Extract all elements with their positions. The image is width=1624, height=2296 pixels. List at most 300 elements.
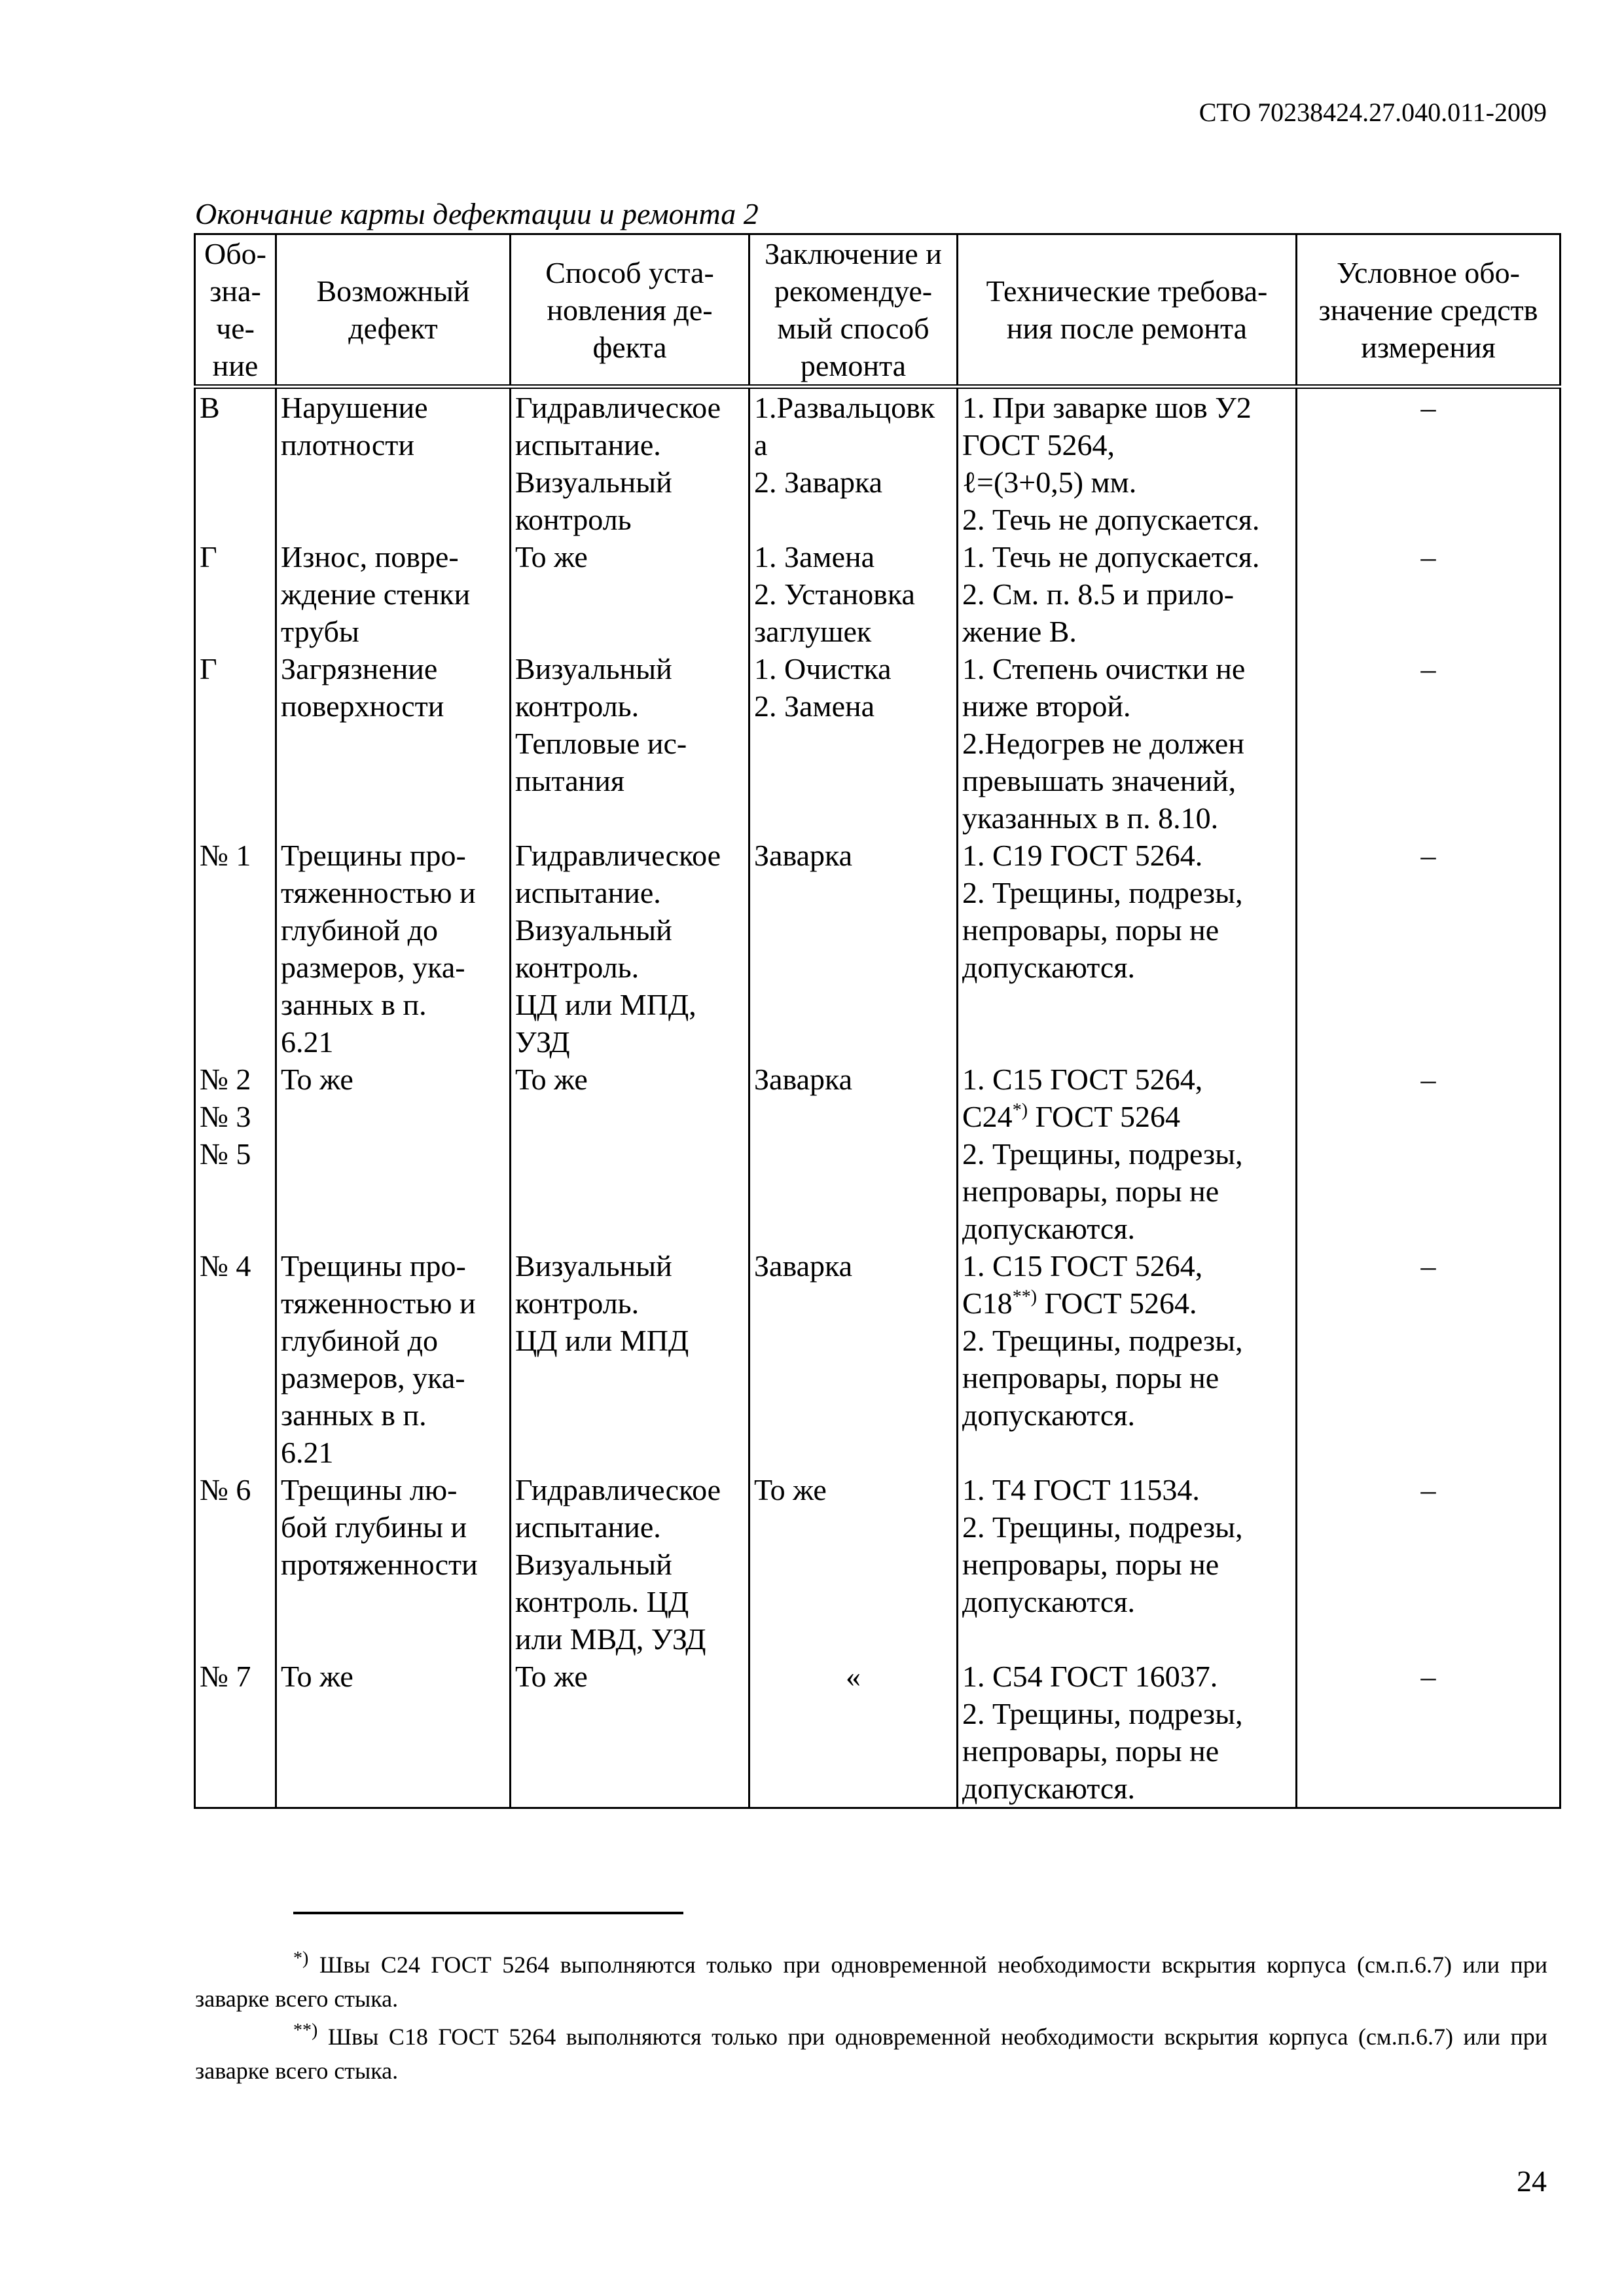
cell-line [281,687,505,725]
cell-line [515,725,744,762]
cell-text: 2. Трещины, подрезы, [962,1510,1243,1544]
cell-text: С18 [962,1286,1013,1320]
cell-line [515,389,744,426]
cell-line [515,538,744,575]
cell-line [515,1322,744,1359]
cell-text: ГОСТ 5264, [962,428,1115,462]
cell-text: С24 [962,1100,1013,1133]
cell-line [281,986,505,1023]
cell-line [281,1471,505,1508]
cell-text: размеров, ука- [281,951,465,984]
cell-defect [276,538,511,650]
cell-line [515,464,744,501]
cell-line [200,1471,271,1508]
cell-text: контроль. [515,1286,640,1320]
cell-line [281,389,505,426]
cell-text: Трещины про- [281,1249,466,1283]
cell-defect [276,1658,511,1808]
cell-text: Заварка [754,839,853,872]
cell-line [962,1695,1291,1732]
cell-measure: – [1297,387,1561,539]
footnote-text: Швы С24 ГОСТ 5264 выполняются только при одновременной необходимости вскрытия корпуса (см.п.6.7) или при заварке всего стыка. [195,1952,1548,2012]
cell-line [754,837,952,874]
cell-line [515,986,744,1023]
cell-line [962,1359,1291,1396]
cell-line [200,389,271,426]
cell-method [511,1471,749,1658]
cell-line [962,1508,1291,1546]
table-row [195,1471,1561,1658]
header-line: Условное обо- [1337,255,1520,289]
cell-line [515,1620,744,1658]
header-line: дефект [348,312,438,345]
cell-measure: – [1297,538,1561,650]
cell-text: № 4 [200,1249,251,1283]
cell-text: указанных в п. 8.10. [962,801,1219,835]
header-repair [749,234,958,387]
cell-line [281,911,505,949]
cell-line [200,538,271,575]
cell-line [962,1322,1291,1359]
document-code: СТО 70238424.27.040.011-2009 [1199,98,1547,127]
header-measure [1297,234,1561,387]
cell-repair [749,1658,958,1808]
cell-line [200,1135,271,1173]
cell-defect [276,1471,511,1658]
cell-line [754,613,952,650]
cell-line [962,1061,1291,1098]
cell-text: То же [515,540,588,574]
cell-line [281,538,505,575]
cell-line [200,1247,271,1285]
cell-text: Трещины про- [281,839,466,872]
cell-requirements [958,1247,1297,1471]
cell-line [281,575,505,613]
table-row [195,837,1561,1061]
footnote-ref: *) [1012,1100,1028,1121]
cell-line [281,1023,505,1061]
cell-text: превышать значений, [962,764,1236,797]
cell-text: Загрязнение [281,652,438,685]
cell-line [962,1210,1291,1247]
cell-line [962,1173,1291,1210]
cell-text: непровары, поры не [962,1175,1219,1208]
cell-line [962,1098,1291,1135]
cell-line [754,1061,952,1098]
cell-line [281,1285,505,1322]
cell-line [754,687,952,725]
cell-repair [749,1471,958,1658]
cell-text: непровары, поры не [962,1734,1219,1768]
cell-text: а [754,428,768,462]
header-line: фекта [592,330,667,364]
cell-text: 1. При заварке шов У2 [962,391,1252,424]
cell-text: Заварка [754,1249,853,1283]
cell-line [962,426,1291,464]
cell-measure: – [1297,837,1561,1061]
table-row [195,1658,1561,1808]
header-line: зна- [209,274,261,308]
cell-text: Г [200,540,217,574]
header-line: значение средств [1318,293,1538,327]
cell-text: 2. Замена [754,689,875,723]
cell-text: 2. Установка [754,577,915,611]
cell-text: непровары, поры не [962,1548,1219,1581]
footnote-mark: **) [293,2020,318,2041]
cell-method [511,1061,749,1247]
cell-line [200,837,271,874]
cell-text: 1. Очистка [754,652,892,685]
cell-text: глубиной до [281,1324,439,1357]
cell-method [511,1247,749,1471]
cell-text: № 2 [200,1063,251,1096]
cell-measure: – [1297,1061,1561,1247]
cell-line [962,1247,1291,1285]
cell-text: допускаются. [962,1212,1136,1245]
header-requirements [958,234,1297,387]
cell-defect [276,650,511,837]
table-row [195,1061,1561,1247]
cell-line [281,1434,505,1471]
cell-line [515,1285,744,1322]
cell-text: плотности [281,428,414,462]
cell-text: пытания [515,764,624,797]
header-line: измерения [1361,330,1496,364]
cell-line [962,837,1291,874]
footnote-text: Швы С18 ГОСТ 5264 выполняются только при одновременной необходимости вскрытия корпуса (см.п.6.7) или при заварке всего стыка. [195,2024,1548,2084]
footnote-separator [293,1912,683,1914]
table-row [195,538,1561,650]
cell-line [962,1658,1291,1695]
cell-text: Г [200,652,217,685]
header-line: Возможный [316,274,470,308]
cell-text: № 6 [200,1473,251,1506]
cell-line [515,1247,744,1285]
header-code [195,234,276,387]
cell-text: 1. Степень очистки не [962,652,1246,685]
table-caption: Окончание карты дефектации и ремонта 2 [195,197,759,230]
cell-line [281,1247,505,1285]
header-line: че- [216,312,255,345]
cell-line [515,1061,744,1098]
cell-line [754,426,952,464]
cell-defect [276,387,511,539]
cell-text: глубиной до [281,913,439,947]
cell-text: 6.21 [281,1025,334,1059]
cell-text: испытание. [515,876,661,909]
header-line: Способ уста- [545,255,714,289]
cell-text: 1. С15 ГОСТ 5264, [962,1249,1203,1283]
cell-measure: – [1297,650,1561,837]
cell-line [962,501,1291,538]
cell-text: Тепловые ис- [515,727,687,760]
cell-line [281,1546,505,1583]
cell-line [754,1471,952,1508]
header-defect [276,234,511,387]
cell-line [754,1658,952,1695]
cell-text: допускаются. [962,1398,1136,1432]
cell-text: То же [754,1473,827,1506]
cell-line [962,464,1291,501]
cell-line [281,1322,505,1359]
cell-line [515,1546,744,1583]
cell-line [962,1770,1291,1807]
cell-line [515,426,744,464]
table-header-row [195,234,1561,387]
cell-line [962,613,1291,650]
header-line: Обо- [204,237,266,270]
cell-text: То же [281,1660,353,1693]
cell-text: № 1 [200,839,251,872]
cell-text: 2. Заварка [754,465,883,499]
cell-line [754,464,952,501]
cell-text: В [200,391,220,424]
cell-text: УЗД [515,1025,570,1059]
cell-requirements [958,1471,1297,1658]
cell-line [200,650,271,687]
cell-line [962,911,1291,949]
cell-text: непровары, поры не [962,1361,1219,1394]
cell-requirements [958,1061,1297,1247]
cell-text: ниже второй. [962,689,1131,723]
cell-text: Гидравлическое [515,839,721,872]
cell-text: Гидравлическое [515,391,721,424]
cell-text: 1. Замена [754,540,875,574]
footnote-2 [195,2020,1547,2088]
cell-text: тяженностью и [281,876,476,909]
cell-text: протяженности [281,1548,478,1581]
cell-defect [276,837,511,1061]
cell-line [754,538,952,575]
cell-text: Визуальный [515,652,672,685]
cell-code [195,387,276,539]
cell-requirements [958,538,1297,650]
cell-text: Визуальный [515,1249,672,1283]
cell-code [195,538,276,650]
cell-repair [749,1061,958,1247]
table-row [195,387,1561,539]
cell-text: контроль. [515,689,640,723]
cell-defect [276,1061,511,1247]
footnotes [195,1948,1547,2092]
cell-text: « [846,1660,861,1693]
footnote-mark: *) [293,1948,309,1969]
cell-line [515,1658,744,1695]
cell-repair [749,837,958,1061]
cell-text: Визуальный [515,913,672,947]
cell-repair [749,387,958,539]
cell-text: 1. С54 ГОСТ 16037. [962,1660,1218,1693]
cell-text: ЦД или МПД [515,1324,689,1357]
cell-measure: – [1297,1471,1561,1658]
cell-line [962,1285,1291,1322]
cell-line [515,1471,744,1508]
header-line: Технические требова- [986,274,1268,308]
cell-code [195,1658,276,1808]
cell-method [511,1658,749,1808]
cell-line [754,389,952,426]
cell-line [962,1732,1291,1770]
cell-line [962,1546,1291,1583]
cell-text: То же [515,1660,588,1693]
cell-line [281,426,505,464]
cell-line [200,1061,271,1098]
cell-line [962,575,1291,613]
cell-text: допускаются. [962,1585,1136,1618]
cell-text: контроль. ЦД [515,1585,689,1618]
table-body [195,387,1561,1808]
cell-measure: – [1297,1247,1561,1471]
cell-text: контроль. [515,951,640,984]
footnote-1 [195,1948,1547,2016]
cell-text: испытание. [515,428,661,462]
cell-line [962,389,1291,426]
cell-line [515,650,744,687]
cell-code [195,1061,276,1247]
cell-text: 1. Течь не допускается. [962,540,1260,574]
cell-method [511,837,749,1061]
header-line: мый способ [777,312,929,345]
cell-text: Визуальный [515,1548,672,1581]
cell-line [281,613,505,650]
cell-text: жение В. [962,615,1077,648]
cell-line [281,650,505,687]
cell-text: ГОСТ 5264 [1028,1100,1181,1133]
cell-repair [749,650,958,837]
cell-text: заглушек [754,615,872,648]
cell-line [962,1396,1291,1434]
cell-text: № 7 [200,1660,251,1693]
cell-defect [276,1247,511,1471]
cell-line [515,1023,744,1061]
cell-text: допускаются. [962,951,1136,984]
cell-text: Заварка [754,1063,853,1096]
cell-line [754,1247,952,1285]
table-row [195,1247,1561,1471]
cell-requirements [958,837,1297,1061]
cell-line [281,1508,505,1546]
cell-text: То же [515,1063,588,1096]
cell-line [281,1658,505,1695]
cell-repair [749,1247,958,1471]
footnote-ref: **) [1012,1286,1038,1307]
cell-method [511,538,749,650]
cell-text: Гидравлическое [515,1473,721,1506]
cell-text: контроль [515,503,632,536]
cell-text: занных в п. [281,1398,427,1432]
cell-text: тяженностью и [281,1286,476,1320]
cell-requirements [958,387,1297,539]
cell-line [515,501,744,538]
cell-text: 1. Т4 ГОСТ 11534. [962,1473,1200,1506]
cell-text: ℓ=(3+0,5) мм. [962,465,1137,499]
cell-line [200,1098,271,1135]
cell-line [281,1396,505,1434]
header-line: ремонта [800,349,907,382]
cell-line [962,874,1291,911]
cell-line [515,1508,744,1546]
cell-text: Износ, повре- [281,540,459,574]
cell-line [515,1583,744,1620]
cell-text: занных в п. [281,988,427,1021]
cell-text: 1.Развальцовк [754,391,935,424]
cell-line [962,799,1291,837]
cell-line [962,538,1291,575]
cell-text: Нарушение [281,391,428,424]
cell-text: 2. Трещины, подрезы, [962,1697,1243,1730]
header-line: рекомендуе- [774,274,933,308]
cell-line [281,949,505,986]
cell-text: 1. С15 ГОСТ 5264, [962,1063,1203,1096]
cell-code [195,1471,276,1658]
cell-text: 2. Течь не допускается. [962,503,1260,536]
header-method [511,234,749,387]
cell-text: 2. Трещины, подрезы, [962,876,1243,909]
cell-line [200,1658,271,1695]
cell-text: непровары, поры не [962,913,1219,947]
cell-text: 6.21 [281,1436,334,1469]
cell-text: № 3 [200,1100,251,1133]
cell-line [281,1061,505,1098]
cell-text: То же [281,1063,353,1096]
cell-requirements [958,650,1297,837]
cell-line [515,911,744,949]
cell-text: Визуальный [515,465,672,499]
header-line: Заключение и [765,237,942,270]
header-line: новления де- [547,293,713,327]
cell-text: 2. Трещины, подрезы, [962,1324,1243,1357]
cell-line [962,1135,1291,1173]
cell-requirements [958,1658,1297,1808]
cell-line [962,949,1291,986]
cell-line [962,762,1291,799]
cell-line [962,650,1291,687]
cell-text: допускаются. [962,1772,1136,1805]
cell-text: или МВД, УЗД [515,1622,706,1656]
cell-line [515,949,744,986]
cell-line [962,687,1291,725]
cell-line [515,687,744,725]
cell-text: трубы [281,615,359,648]
cell-text: № 5 [200,1137,251,1171]
cell-repair [749,538,958,650]
cell-code [195,837,276,1061]
cell-line [754,650,952,687]
cell-measure: – [1297,1658,1561,1808]
cell-text: ЦД или МПД, [515,988,696,1021]
cell-method [511,387,749,539]
cell-text: испытание. [515,1510,661,1544]
cell-line [515,762,744,799]
defect-repair-table [194,233,1561,1809]
cell-text: размеров, ука- [281,1361,465,1394]
cell-method [511,650,749,837]
cell-text: 2. См. п. 8.5 и прило- [962,577,1235,611]
cell-text: бой глубины и [281,1510,467,1544]
cell-line [281,874,505,911]
cell-line [962,1583,1291,1620]
cell-line [281,837,505,874]
cell-line [962,1471,1291,1508]
cell-text: 2. Трещины, подрезы, [962,1137,1243,1171]
cell-code [195,1247,276,1471]
cell-text: 2.Недогрев не должен [962,727,1244,760]
cell-line [281,1359,505,1396]
table-row [195,650,1561,837]
cell-line [754,575,952,613]
header-line: ние [212,349,259,382]
header-line: ния после ремонта [1006,312,1248,345]
